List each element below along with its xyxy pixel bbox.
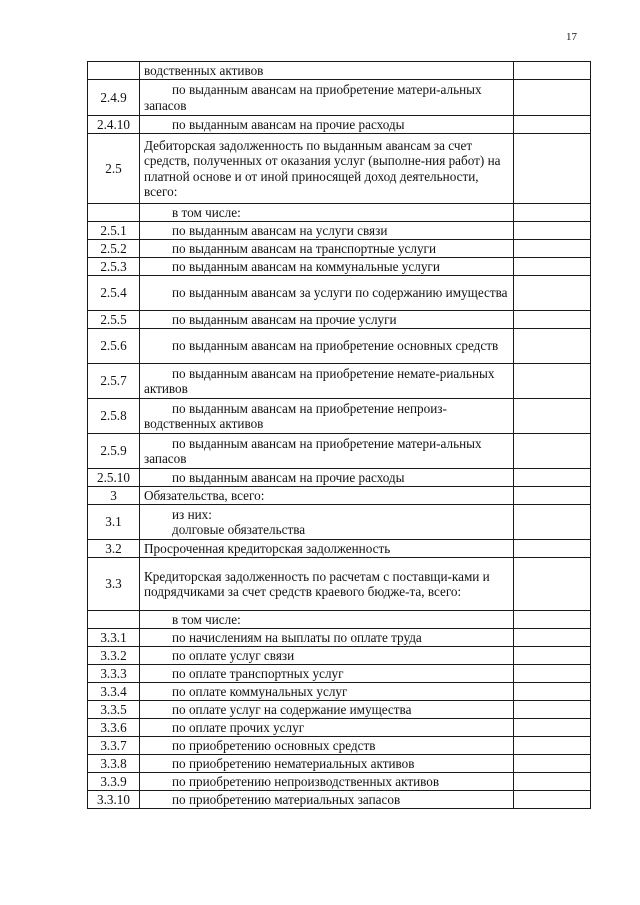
table-row	[88, 222, 591, 240]
row-name-cell	[140, 683, 514, 701]
row-value-cell	[514, 62, 591, 80]
row-name-cell	[140, 629, 514, 647]
row-name-cell	[140, 611, 514, 629]
table-row	[88, 311, 591, 329]
table-row	[88, 487, 591, 505]
row-name-cell	[140, 276, 514, 311]
table-row	[88, 80, 591, 116]
row-number-cell: 2.5.8	[88, 399, 140, 434]
row-name-text: по выданным авансам на коммунальные услуги	[172, 258, 440, 274]
row-number-cell: 3.3	[88, 558, 140, 611]
table-row	[88, 276, 591, 311]
table-row	[88, 258, 591, 276]
row-value-cell	[514, 540, 591, 558]
row-value-cell	[514, 755, 591, 773]
page-number: 17	[566, 31, 577, 43]
row-number-cell: 2.5.3	[88, 258, 140, 276]
row-name-text: по оплате прочих услуг	[172, 719, 305, 735]
table-row	[88, 755, 591, 773]
row-name-cell	[140, 647, 514, 665]
row-number-cell: 3.3.2	[88, 647, 140, 665]
row-name-cell	[140, 773, 514, 791]
row-name-text: по выданным авансам на услуги связи	[172, 222, 388, 238]
row-name-text: по выданным авансам на прочие услуги	[172, 311, 397, 327]
row-name-cell	[140, 80, 514, 116]
row-name-cell	[140, 399, 514, 434]
row-name-text: по начислениям на выплаты по оплате труда	[172, 629, 422, 645]
row-number-cell: 2.5.4	[88, 276, 140, 311]
row-value-cell	[514, 647, 591, 665]
row-number-cell: 2.5.5	[88, 311, 140, 329]
row-name-text: по оплате коммунальных услуг	[172, 683, 348, 699]
row-name-cell	[140, 434, 514, 469]
row-value-cell	[514, 558, 591, 611]
row-name-cell	[140, 701, 514, 719]
row-name-text: Обязательства, всего:	[144, 487, 265, 503]
row-name-text: в том числе:	[172, 204, 241, 220]
row-value-cell	[514, 719, 591, 737]
row-name-cell	[140, 134, 514, 204]
row-number-cell	[88, 204, 140, 222]
table-row	[88, 558, 591, 611]
row-value-cell	[514, 629, 591, 647]
row-value-cell	[514, 364, 591, 399]
row-name-cell	[140, 204, 514, 222]
row-value-cell	[514, 701, 591, 719]
row-name-cell	[140, 222, 514, 240]
row-name-cell	[140, 665, 514, 683]
row-value-cell	[514, 240, 591, 258]
row-value-cell	[514, 469, 591, 487]
row-name-text: по приобретению материальных запасов	[172, 791, 401, 807]
row-number-cell: 3.3.5	[88, 701, 140, 719]
row-value-cell	[514, 434, 591, 469]
row-value-cell	[514, 204, 591, 222]
row-number-cell: 2.5.9	[88, 434, 140, 469]
row-name-text: Кредиторская задолженность по расчетам с поставщи-ками и подрядчиками за счет средств краевого бюдже-та, всего:	[144, 568, 490, 599]
row-number-cell: 3.3.1	[88, 629, 140, 647]
row-name-text: по выданным авансам на прочие расходы	[172, 116, 405, 132]
row-value-cell	[514, 116, 591, 134]
table-row	[88, 62, 591, 80]
row-number-cell: 3.3.6	[88, 719, 140, 737]
row-name-cell	[140, 240, 514, 258]
table-row	[88, 701, 591, 719]
row-name-text: по выданным авансам на приобретение немате-риальных активов	[144, 365, 495, 396]
row-name-text: по выданным авансам на прочие расходы	[172, 469, 405, 485]
row-name-text: по приобретению основных средств	[172, 737, 376, 753]
row-name-text: по выданным авансам на приобретение непроиз-водственных активов	[144, 400, 447, 431]
row-number-cell: 3.3.7	[88, 737, 140, 755]
row-value-cell	[514, 399, 591, 434]
row-name-line: долговые обязательства	[172, 522, 306, 537]
row-name-cell	[140, 364, 514, 399]
table-row	[88, 629, 591, 647]
row-value-cell	[514, 311, 591, 329]
row-name-cell	[140, 719, 514, 737]
row-name-cell	[140, 558, 514, 611]
table-row	[88, 240, 591, 258]
row-value-cell	[514, 737, 591, 755]
row-name-text: по приобретению нематериальных активов	[172, 755, 415, 771]
row-value-cell	[514, 258, 591, 276]
row-number-cell: 3.2	[88, 540, 140, 558]
row-value-cell	[514, 773, 591, 791]
row-number-cell: 2.5.7	[88, 364, 140, 399]
row-value-cell	[514, 329, 591, 364]
row-name-text: по выданным авансам на приобретение матери-альных запасов	[144, 82, 482, 113]
indicators-table	[87, 61, 591, 809]
row-value-cell	[514, 134, 591, 204]
row-number-cell: 2.5.10	[88, 469, 140, 487]
row-value-cell	[514, 791, 591, 809]
table-row	[88, 116, 591, 134]
table-row	[88, 329, 591, 364]
row-number-cell: 2.5.1	[88, 222, 140, 240]
row-value-cell	[514, 276, 591, 311]
row-name-cell	[140, 505, 514, 540]
table-row	[88, 683, 591, 701]
row-name-cell	[140, 469, 514, 487]
row-value-cell	[514, 80, 591, 116]
table-row	[88, 364, 591, 399]
table-body	[88, 62, 591, 809]
table-row	[88, 399, 591, 434]
row-name-cell	[140, 737, 514, 755]
row-number-cell: 3.3.9	[88, 773, 140, 791]
table-row	[88, 665, 591, 683]
table-row	[88, 611, 591, 629]
row-name-line: из них:	[172, 506, 212, 522]
table-row	[88, 204, 591, 222]
row-value-cell	[514, 611, 591, 629]
row-name-text: Дебиторская задолженность по выданным авансам за счет средств, полученных от оказания услуг (выполне-ния работ) на платной основе и от иной приносящей доход деятельности, всего:	[144, 137, 501, 199]
table-row	[88, 647, 591, 665]
row-name-cell	[140, 329, 514, 364]
row-name-cell	[140, 540, 514, 558]
row-name-text: в том числе:	[172, 611, 241, 627]
row-name-cell	[140, 755, 514, 773]
row-name-cell	[140, 116, 514, 134]
row-name-text: по выданным авансам на приобретение основных средств	[172, 338, 499, 354]
row-number-cell: 3.3.10	[88, 791, 140, 809]
row-number-cell	[88, 62, 140, 80]
table-row	[88, 434, 591, 469]
row-name-text: по выданным авансам на транспортные услуги	[172, 240, 437, 256]
row-name-text: по оплате услуг на содержание имущества	[172, 701, 412, 717]
row-number-cell: 2.5.2	[88, 240, 140, 258]
table-row	[88, 791, 591, 809]
row-number-cell: 3.3.8	[88, 755, 140, 773]
row-number-cell: 3.1	[88, 505, 140, 540]
table-row	[88, 134, 591, 204]
table-row	[88, 469, 591, 487]
row-value-cell	[514, 665, 591, 683]
row-name-text: Просроченная кредиторская задолженность	[144, 540, 391, 556]
table-row	[88, 737, 591, 755]
row-number-cell: 3.3.3	[88, 665, 140, 683]
row-value-cell	[514, 487, 591, 505]
row-number-cell: 2.4.9	[88, 80, 140, 116]
table-row	[88, 719, 591, 737]
row-name-text: по оплате транспортных услуг	[172, 665, 344, 681]
table-row	[88, 505, 591, 540]
row-number-cell: 3	[88, 487, 140, 505]
row-name-text: водственных активов	[144, 62, 264, 78]
row-value-cell	[514, 505, 591, 540]
row-name-text: по выданным авансам за услуги по содержанию имущества	[172, 285, 508, 301]
row-number-cell: 2.5	[88, 134, 140, 204]
row-name-cell	[140, 62, 514, 80]
row-number-cell: 2.5.6	[88, 329, 140, 364]
row-name-text: по приобретению непроизводственных активов	[172, 773, 440, 789]
row-name-text: по оплате услуг связи	[172, 647, 295, 663]
row-number-cell: 2.4.10	[88, 116, 140, 134]
row-name-cell	[140, 487, 514, 505]
row-name-cell	[140, 311, 514, 329]
table-row	[88, 540, 591, 558]
row-name-cell	[140, 791, 514, 809]
row-value-cell	[514, 683, 591, 701]
table-row	[88, 773, 591, 791]
row-name-cell	[140, 258, 514, 276]
row-name-text: по выданным авансам на приобретение матери-альных запасов	[144, 435, 482, 466]
row-value-cell	[514, 222, 591, 240]
row-number-cell	[88, 611, 140, 629]
row-number-cell: 3.3.4	[88, 683, 140, 701]
